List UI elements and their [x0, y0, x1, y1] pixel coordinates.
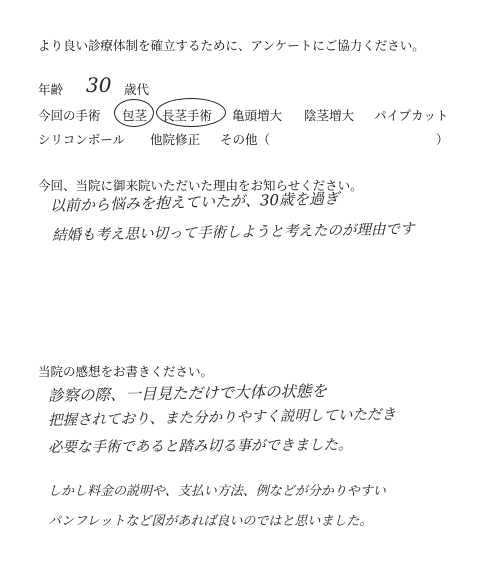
- selection-circle-choukei: [156, 98, 226, 127]
- option-inkei: 陰茎増大: [304, 108, 355, 123]
- impression-answer-line-4: しかし料金の説明や、支払い方法、例などが分かりやすい: [48, 484, 386, 499]
- impression-answer-line-2: 把握されており、また分かりやすく説明していただき: [47, 406, 397, 429]
- option-pipecut: パイプカット: [374, 108, 449, 123]
- reason-question: 今回、当院に御来院いただいた理由をお知らせください。: [38, 178, 363, 193]
- reason-answer-line-2: 結婚も考え思い切って手術しようと考えたのが理由です: [51, 221, 415, 244]
- age-value: 30: [86, 73, 112, 97]
- option-kitou: 亀頭増大: [232, 108, 283, 123]
- age-unit: 歳代: [124, 82, 150, 97]
- procedure-label: 今回の手術: [38, 108, 101, 123]
- option-silicone: シリコンボール: [38, 132, 126, 147]
- option-other-clinic: 他院修正: [150, 132, 201, 147]
- impression-answer-line-1: 診察の際、一目見ただけで大体の状態を: [47, 382, 328, 405]
- impression-answer-line-3: 必要な手術であると踏み切る事ができました。: [47, 437, 353, 456]
- option-other: その他（: [220, 132, 271, 147]
- selection-circle-houkei: [114, 99, 154, 127]
- impression-answer-line-5: パンフレットなど図があれば良いのではと思いました。: [48, 514, 373, 529]
- age-label: 年齢: [38, 82, 64, 97]
- option-houkei: 包茎: [122, 108, 148, 123]
- impression-question: 当院の感想をお書きください。: [38, 364, 214, 379]
- reason-answer-line-1: 以前から悩みを抱えていたが、30歳を過ぎ: [49, 189, 340, 215]
- option-choukei: 長茎手術: [162, 108, 213, 123]
- intro-text: より良い診療体制を確立するために、アンケートにご協力ください。: [38, 38, 425, 53]
- option-other-close: ）: [436, 132, 449, 147]
